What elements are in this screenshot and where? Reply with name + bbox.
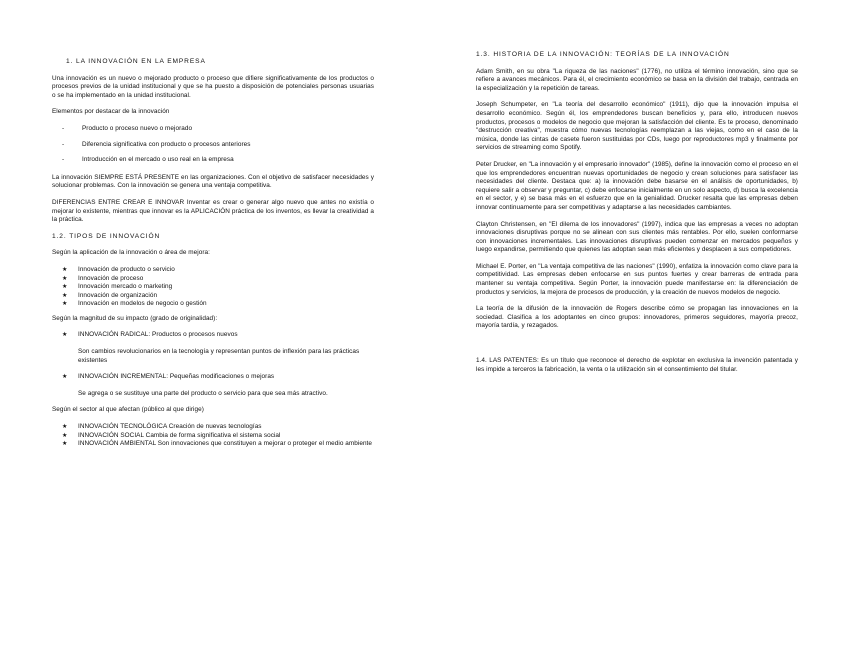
paragraph-elementos: Elementos por destacar de la innovación [52,108,170,116]
magnitude-list [52,331,374,340]
sector-list [52,423,374,449]
paragraph-segun-magnitud: Según la magnitud de su impacto (grado de originalidad): [52,314,218,322]
paragraph-definicion: Una innovación es un nuevo o mejorado producto o proceso que difiere significativamente de los productos o procesos previos de la unidad institucional y que se ha puesto a disposición de potenciales personas usuarias o se ha implementado en la unidad institucional. [52,74,374,99]
list-item: - Introducción en el mercado o uso real en la empresa [52,156,374,165]
list-item: ★ Innovación en modelos de negocio o gestión [52,300,374,309]
paragraph-siempre-presente: La innovación SIEMPRE ESTÁ PRESENTE en las organizaciones. Con el objetivo de satisfacer necesidades y solucionar problemas. Con la innovación se genera una ventaja competitiva. [52,173,374,190]
paragraph-adam-smith: Adam Smith, en su obra "La riqueza de las naciones" (1776), no utiliza el término innovación, sino que se refiere a avances mecánicos. Para él, el crecimiento económico se basa en la división del trabajo, centrada en la especialización y la repetición de tareas. [476,67,798,92]
paragraph-christensen: Clayton Christensen, en "El dilema de los innovadores" (1997), indica que las empresas a veces no adoptan innovaciones disruptivas porque no se alinean con sus clientes más rentables. Por ello, suelen conformarse con innovaciones incrementales. Las innovaciones disruptivas pueden comenzar en mercados pequeños y luego expandirse, permitiendo que quienes las adoptan sean más eficientes y desplacen a sus competidores. [476,220,798,254]
section-heading-tipos: 1.2. TIPOS DE INNOVACIÓN [52,232,161,240]
paragraph-rogers: La teoría de la difusión de la innovación de Rogers describe cómo se propagan las innovaciones en la sociedad. Clasifica a los adoptantes en cinco grupos: innovadores, primeros seguidores, mayoría precoz, mayoría tardía, y rezagados. [476,305,798,330]
list-item: ★ INNOVACIÓN SOCIAL Cambia de forma significativa el sistema social [52,432,374,441]
left-column [52,0,374,449]
right-column [476,0,798,374]
paragraph-radical-desc: Son cambios revolucionarios en la tecnología y representan puntos de inflexión para las prácticas existentes [78,348,360,364]
magnitude-list-2 [52,373,374,382]
paragraph-porter: Michael E. Porter, en "La ventaja competitiva de las naciones" (1990), enfatiza la innovación como clave para la competitividad. Las empresas deben enfocarse en sus puntos fuertes y crear barreras de entrada para mantener su ventaja competitiva. Según Porter, la innovación puede manifestarse en: la diferenciación de productos y servicios, la mejora de procesos de producción, y la creación de nuevos modelos de negocio. [476,262,798,296]
paragraph-patentes: 1.4. LAS PATENTES: Es un título que reconoce el derecho de explotar en exclusiva la invención patentada y les impide a terceros la fabricación, la venta o la utilización sin el consentimiento del titular. [476,357,798,373]
list-item: ★ INNOVACIÓN INCREMENTAL: Pequeñas modificaciones o mejoras [52,373,374,382]
paragraph-diferencias: DIFERENCIAS ENTRE CREAR E INNOVAR Inventar es crear o generar algo nuevo que antes no existía o mejorar lo existente, mientras que innovar es la APLICACIÓN práctica de los inventos, es llevar la creatividad a la práctica. [52,198,374,224]
elements-list [52,125,374,165]
paragraph-segun-sector: Según el sector al que afectan (público al que dirige) [52,406,204,414]
list-item: ★ INNOVACIÓN RADICAL: Productos o procesos nuevos [52,331,374,340]
list-item: ★ Innovación de organización [52,292,374,301]
paragraph-segun-aplicacion: Según la aplicación de la innovación o área de mejora: [52,249,210,257]
list-item: ★ Innovación mercado o marketing [52,283,374,292]
area-list [52,266,374,309]
list-item: ★ Innovación de proceso [52,275,374,284]
paragraph-incremental-desc: Se agrega o se sustituye una parte del producto o servicio para que sea más atractivo. [78,389,328,397]
list-item: - Diferencia significativa con producto o procesos anteriores [52,141,374,150]
list-item: ★ Innovación de producto o servicio [52,266,374,275]
section-heading-innovacion-empresa: 1. LA INNOVACIÓN EN LA EMPRESA [66,58,206,65]
paragraph-drucker: Peter Drucker, en "La innovación y el empresario innovador" (1985), define la innovación como el proceso en el que los emprendedores encuentran nuevas oportunidades de negocio y crean soluciones para satisfacer las necesidades del cliente. Destaca que: a) la innovación debe basarse en el análisis de oportunidades, b) requiere salir a observar y preguntar, c) debe enfocarse inicialmente en un solo aspecto, d) busca la excelencia en el sector, y e) se basa más en el esfuerzo que en la genialidad. Drucker resalta que las empresas deben innovar continuamente para ser competitivas y adaptarse a las necesidades cambiantes. [476,160,798,211]
list-item: - Producto o proceso nuevo o mejorado [52,125,374,134]
paragraph-schumpeter: Joseph Schumpeter, en "La teoría del desarrollo económico" (1911), dijo que la innovación impulsa el desarrollo económico. Según él, los emprendedores buscan beneficios y, para ello, introducen nuevos productos, procesos o modelos de negocio que mejoran la satisfacción del cliente. Es te proceso, denominado "destrucción creativa", muestra cómo nuevas tecnologías reemplazan a las viejas, como en el caso de la música, donde las cintas de casete fueron sustituidas por CDs, luego por reproductores mp3 y finalmente por servicios de streaming como Spotify. [476,101,798,152]
list-item: ★ INNOVACIÓN AMBIENTAL Son innovaciones que constituyen a mejorar o proteger el medio ambiente [52,440,374,449]
section-heading-historia: 1.3. HISTORIA DE LA INNOVACIÓN: TEORÍAS DE LA INNOVACIÓN [476,51,730,58]
list-item: ★ INNOVACIÓN TECNOLÓGICA Creación de nuevas tecnologías [52,423,374,432]
